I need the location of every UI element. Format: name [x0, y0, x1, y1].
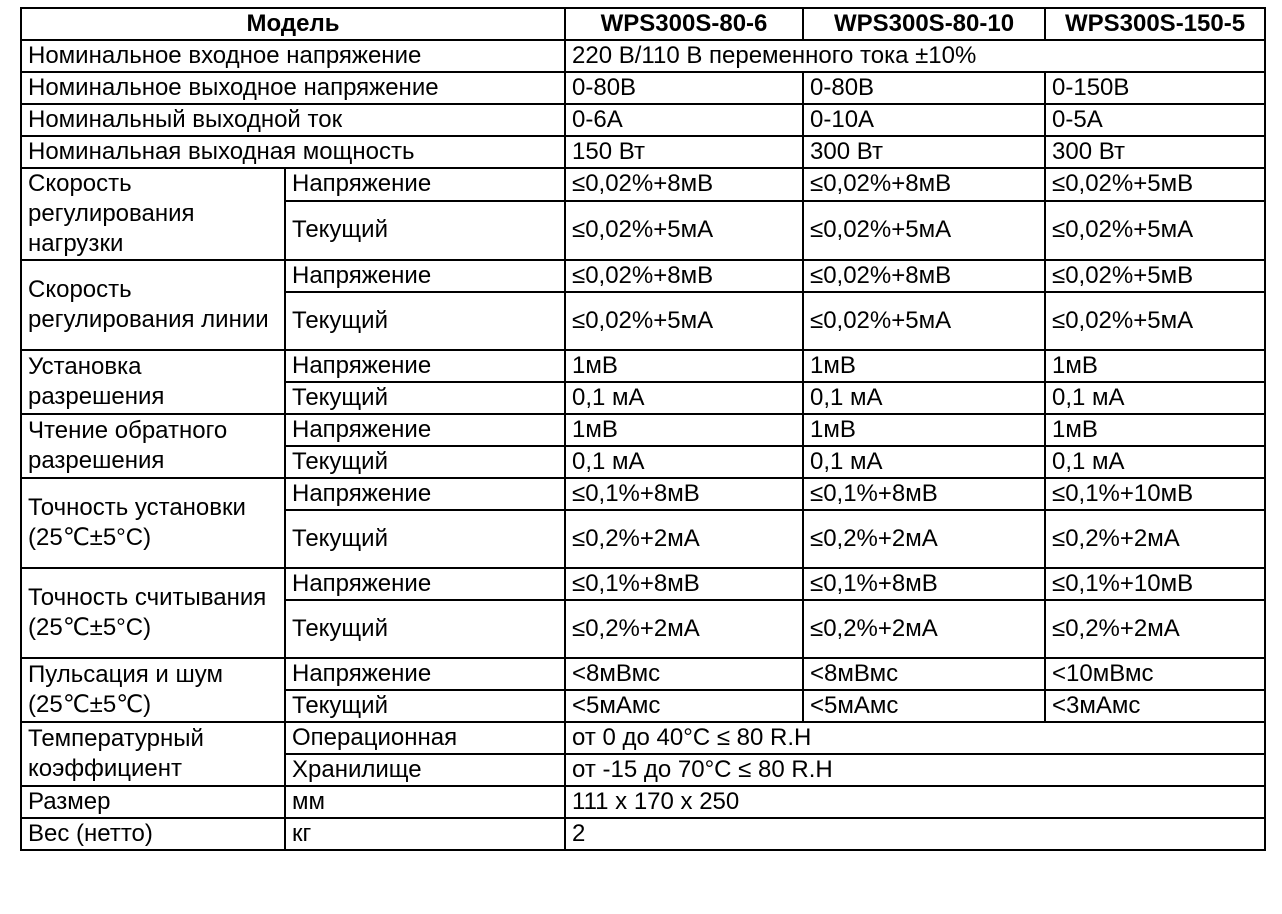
row-sublabel: Текущий	[285, 382, 565, 414]
cell-value: <8мВмс	[803, 658, 1045, 690]
row-sublabel: Напряжение	[285, 658, 565, 690]
row-label: Номинальная выходная мощность	[21, 136, 565, 168]
cell-value: <10мВмс	[1045, 658, 1265, 690]
model-3-header: WPS300S-150-5	[1045, 8, 1265, 40]
row-sublabel: Напряжение	[285, 168, 565, 201]
row-sublabel: Текущий	[285, 690, 565, 722]
cell-value: ≤0,02%+5мА	[565, 201, 803, 260]
cell-value: 1мВ	[803, 414, 1045, 446]
cell-value: 0-80В	[565, 72, 803, 104]
cell-value: от -15 до 70°C ≤ 80 R.H	[565, 754, 1265, 786]
table-row	[21, 478, 1265, 510]
model-1-header: WPS300S-80-6	[565, 8, 803, 40]
row-label: Номинальное выходное напряжение	[21, 72, 565, 104]
row-group-label: Скорость регулирования линии	[21, 260, 285, 350]
table-row	[21, 40, 1265, 72]
row-unit: мм	[285, 786, 565, 818]
cell-value: 1мВ	[565, 414, 803, 446]
cell-value: ≤0,1%+10мВ	[1045, 478, 1265, 510]
cell-value: <5мАмс	[565, 690, 803, 722]
cell-value: 0,1 мА	[803, 446, 1045, 478]
row-group-label: Температурный коэффициент	[21, 722, 285, 786]
row-group-label: Скорость регулирования нагрузки	[21, 168, 285, 260]
cell-value: ≤0,2%+2мА	[803, 600, 1045, 658]
row-group-label: Точность установки (25℃±5°C)	[21, 478, 285, 568]
row-label: Номинальный выходной ток	[21, 104, 565, 136]
cell-value: ≤0,02%+8мВ	[803, 168, 1045, 201]
cell-value: ≤0,02%+5мВ	[1045, 260, 1265, 292]
cell-value: 0-80В	[803, 72, 1045, 104]
spec-table	[20, 7, 1266, 851]
model-2-header: WPS300S-80-10	[803, 8, 1045, 40]
row-group-label: Точность считывания (25℃±5°C)	[21, 568, 285, 658]
row-sublabel: Текущий	[285, 510, 565, 568]
cell-value: <8мВмс	[565, 658, 803, 690]
cell-value: 0-150В	[1045, 72, 1265, 104]
cell-value: ≤0,2%+2мА	[565, 600, 803, 658]
cell-value: ≤0,2%+2мА	[1045, 510, 1265, 568]
table-row	[21, 786, 1265, 818]
row-group-label: Чтение обратного разрешения	[21, 414, 285, 478]
row-label: Номинальное входное напряжение	[21, 40, 565, 72]
cell-value: ≤0,02%+5мА	[803, 201, 1045, 260]
row-sublabel: Текущий	[285, 292, 565, 350]
cell-value: 0-10A	[803, 104, 1045, 136]
row-sublabel: Напряжение	[285, 414, 565, 446]
row-sublabel: Операционная	[285, 722, 565, 754]
cell-value: ≤0,02%+5мА	[1045, 201, 1265, 260]
row-sublabel: Напряжение	[285, 350, 565, 382]
cell-value: ≤0,2%+2мА	[565, 510, 803, 568]
cell-value: ≤0,02%+8мВ	[565, 260, 803, 292]
cell-value: 1мВ	[565, 350, 803, 382]
cell-value: ≤0,02%+5мА	[565, 292, 803, 350]
cell-value: 1мВ	[1045, 350, 1265, 382]
cell-value: 300 Вт	[1045, 136, 1265, 168]
table-row	[21, 168, 1265, 201]
cell-value: 1мВ	[1045, 414, 1265, 446]
cell-value: <5мАмс	[803, 690, 1045, 722]
cell-value: 0,1 мА	[1045, 382, 1265, 414]
model-header: Модель	[21, 8, 565, 40]
row-sublabel: Хранилище	[285, 754, 565, 786]
row-sublabel: Текущий	[285, 446, 565, 478]
cell-value: ≤0,2%+2мА	[803, 510, 1045, 568]
cell-value: ≤0,02%+5мВ	[1045, 168, 1265, 201]
table-row	[21, 72, 1265, 104]
row-sublabel: Напряжение	[285, 260, 565, 292]
cell-value: 150 Вт	[565, 136, 803, 168]
cell-value: 300 Вт	[803, 136, 1045, 168]
table-row	[21, 722, 1265, 754]
row-sublabel: Напряжение	[285, 568, 565, 600]
table-row	[21, 350, 1265, 382]
cell-value: ≤0,1%+8мВ	[565, 478, 803, 510]
cell-value: ≤0,1%+8мВ	[803, 478, 1045, 510]
cell-value: 220 В/110 В переменного тока ±10%	[565, 40, 1265, 72]
cell-value: 0-6A	[565, 104, 803, 136]
cell-value: 0,1 мА	[1045, 446, 1265, 478]
cell-value: ≤0,02%+8мВ	[803, 260, 1045, 292]
cell-value: от 0 до 40°C ≤ 80 R.H	[565, 722, 1265, 754]
cell-value: ≤0,02%+5мА	[803, 292, 1045, 350]
table-row	[21, 568, 1265, 600]
row-label: Размер	[21, 786, 285, 818]
cell-value: <3мАмс	[1045, 690, 1265, 722]
cell-value: ≤0,1%+8мВ	[565, 568, 803, 600]
row-sublabel: Напряжение	[285, 478, 565, 510]
cell-value: ≤0,2%+2мА	[1045, 600, 1265, 658]
header-row	[21, 8, 1265, 40]
cell-value: 111 x 170 x 250	[565, 786, 1265, 818]
table-row	[21, 104, 1265, 136]
cell-value: 0,1 мА	[565, 446, 803, 478]
row-label: Вес (нетто)	[21, 818, 285, 850]
table-row	[21, 260, 1265, 292]
row-unit: кг	[285, 818, 565, 850]
row-group-label: Установка разрешения	[21, 350, 285, 414]
row-group-label: Пульсация и шум (25℃±5℃)	[21, 658, 285, 722]
table-row	[21, 818, 1265, 850]
cell-value: ≤0,1%+10мВ	[1045, 568, 1265, 600]
cell-value: 0,1 мА	[565, 382, 803, 414]
row-sublabel: Текущий	[285, 600, 565, 658]
cell-value: 1мВ	[803, 350, 1045, 382]
cell-value: 0-5A	[1045, 104, 1265, 136]
cell-value: 2	[565, 818, 1265, 850]
cell-value: 0,1 мА	[803, 382, 1045, 414]
cell-value: ≤0,1%+8мВ	[803, 568, 1045, 600]
cell-value: ≤0,02%+8мВ	[565, 168, 803, 201]
cell-value: ≤0,02%+5мА	[1045, 292, 1265, 350]
row-sublabel: Текущий	[285, 201, 565, 260]
table-row	[21, 658, 1265, 690]
table-row	[21, 136, 1265, 168]
table-row	[21, 414, 1265, 446]
